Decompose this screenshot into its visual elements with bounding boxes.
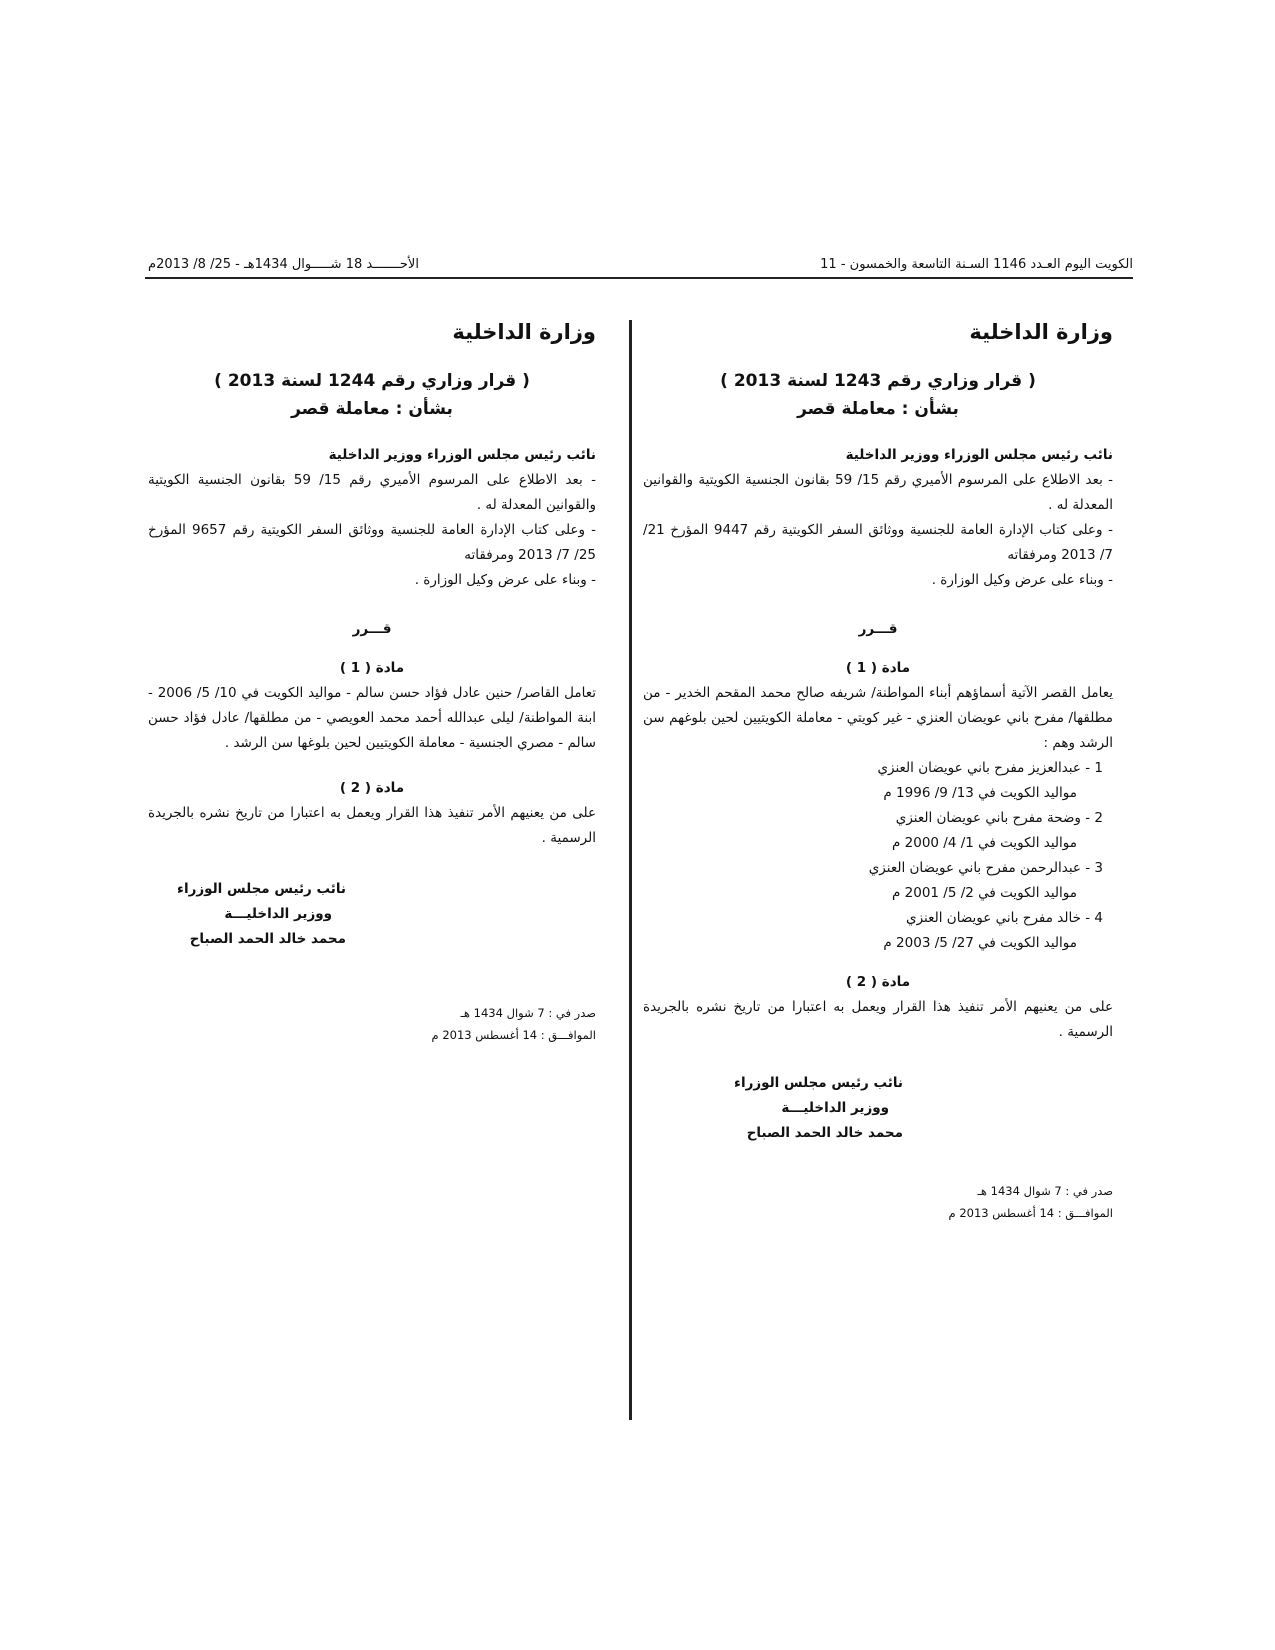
decision-word: قـــرر (352, 621, 392, 637)
preamble-title: نائب رئيس مجلس الوزراء ووزير الداخلية (328, 447, 596, 463)
minor-birth: مواليد الكويت في 13/ 9/ 1996 م (883, 785, 1077, 801)
preamble-clause: - وبناء على عرض وكيل الوزارة . (931, 572, 1113, 588)
issued-hijri: صدر في : 7 شوال 1434 هـ (977, 1184, 1113, 1198)
decree-subject: بشأن : معاملة قصر (797, 399, 959, 419)
article-2-title: مادة ( 2 ) (339, 780, 405, 796)
minor-name: 1 - عبدالعزيز مفرح باني عويضان العنزي (877, 760, 1103, 776)
issued-gregorian: الموافـــق : 14 أغسطس 2013 م (431, 1028, 596, 1042)
decree-1244 (148, 320, 596, 1046)
issued-gregorian: الموافـــق : 14 أغسطس 2013 م (948, 1206, 1113, 1220)
decree-subject: بشأن : معاملة قصر (291, 399, 453, 419)
signature-block (116, 877, 346, 952)
decree-title: ( قرار وزاري رقم 1244 لسنة 2013 ) (214, 371, 530, 391)
signature-line: نائب رئيس مجلس الوزراء (734, 1075, 903, 1091)
minor-birth: مواليد الكويت في 1/ 4/ 2000 م (891, 835, 1077, 851)
article-2-title: مادة ( 2 ) (845, 974, 911, 990)
article-2-text: على من يعنيهم الأمر تنفيذ هذا القرار ويعمل به اعتبارا من تاريخ نشره بالجريدة الرسمية . (148, 805, 596, 846)
issued-hijri: صدر في : 7 شوال 1434 هـ (460, 1006, 596, 1020)
article-1-title: مادة ( 1 ) (845, 660, 911, 676)
preamble-clause: - بعد الاطلاع على المرسوم الأميري رقم 15/ 59 بقانون الجنسية الكويتية والقوانين المعدلة له . (148, 472, 596, 513)
minor-birth: مواليد الكويت في 27/ 5/ 2003 م (883, 935, 1077, 951)
signature-line: نائب رئيس مجلس الوزراء (177, 881, 346, 897)
article-1-text: تعامل القاصر/ حنين عادل فؤاد حسن سالم - مواليد الكويت في 10/ 5/ 2006 - ابنة المواطنة/ ليلى عبدالله أحمد محمد العويصي - من مطلقها/ عادل فؤاد حسن سالم - مصري الجنسية - معاملة الكويتيين لحين بلوغها سن الرشد . (148, 685, 596, 751)
decision-word: قـــرر (858, 621, 898, 637)
signature-block (673, 1071, 903, 1146)
ministry-heading: وزارة الداخلية (452, 320, 596, 344)
preamble-clause: - بعد الاطلاع على المرسوم الأميري رقم 15/ 59 بقانون الجنسية الكويتية والقوانين المعدلة له . (643, 472, 1114, 513)
issue-date-block (643, 1180, 1113, 1224)
signature-name: محمد خالد الحمد الصباح (189, 931, 346, 947)
minor-name: 4 - خالد مفرح باني عويضان العنزي (906, 910, 1103, 926)
preamble-clause: - وعلى كتاب الإدارة العامة للجنسية ووثائق السفر الكويتية رقم 9447 المؤرخ 21/ 7/ 2013 ومرفقاته (643, 522, 1113, 563)
gazette-date-header: الأحـــــــد 18 شـــــوال 1434هـ - 25/ 8/ 2013م (148, 257, 419, 272)
ministry-heading: وزارة الداخلية (969, 320, 1113, 344)
minor-birth: مواليد الكويت في 2/ 5/ 2001 م (891, 885, 1077, 901)
preamble-clause: - وعلى كتاب الإدارة العامة للجنسية ووثائق السفر الكويتية رقم 9657 المؤرخ 25/ 7/ 2013 ومرفقاته (148, 522, 596, 563)
signature-name: محمد خالد الحمد الصباح (746, 1125, 903, 1141)
article-1-title: مادة ( 1 ) (339, 660, 405, 676)
column-divider (629, 320, 632, 1420)
decree-1243 (643, 320, 1113, 1224)
issue-date-block (148, 1002, 596, 1046)
article-2-text: على من يعنيهم الأمر تنفيذ هذا القرار ويعمل به اعتبارا من تاريخ نشره بالجريدة الرسمية . (643, 999, 1113, 1040)
gazette-issue-header: الكويت اليوم العـدد 1146 السـنة التاسعة والخمسون - 11 (820, 257, 1133, 272)
minor-name: 3 - عبدالرحمن مفرح باني عويضان العنزي (868, 860, 1103, 876)
article-1-text: يعامل القصر الآتية أسماؤهم أبناء المواطنة/ شريفه صالح محمد المقحم الخدير - من مطلقها/ مفرح باني عويضان العنزي - غير كويتي - معاملة الكويتيين لحين بلوغهم سن الرشد وهم : (643, 685, 1113, 751)
decree-title: ( قرار وزاري رقم 1243 لسنة 2013 ) (720, 371, 1036, 391)
preamble-title: نائب رئيس مجلس الوزراء ووزير الداخلية (845, 447, 1113, 463)
minor-name: 2 - وضحة مفرح باني عويضان العنزي (895, 810, 1103, 826)
preamble-clause: - وبناء على عرض وكيل الوزارة . (414, 572, 596, 588)
signature-line: ووزير الداخليـــة (781, 1100, 889, 1116)
signature-line: ووزير الداخليـــة (224, 906, 332, 922)
header-rule (145, 277, 1133, 279)
